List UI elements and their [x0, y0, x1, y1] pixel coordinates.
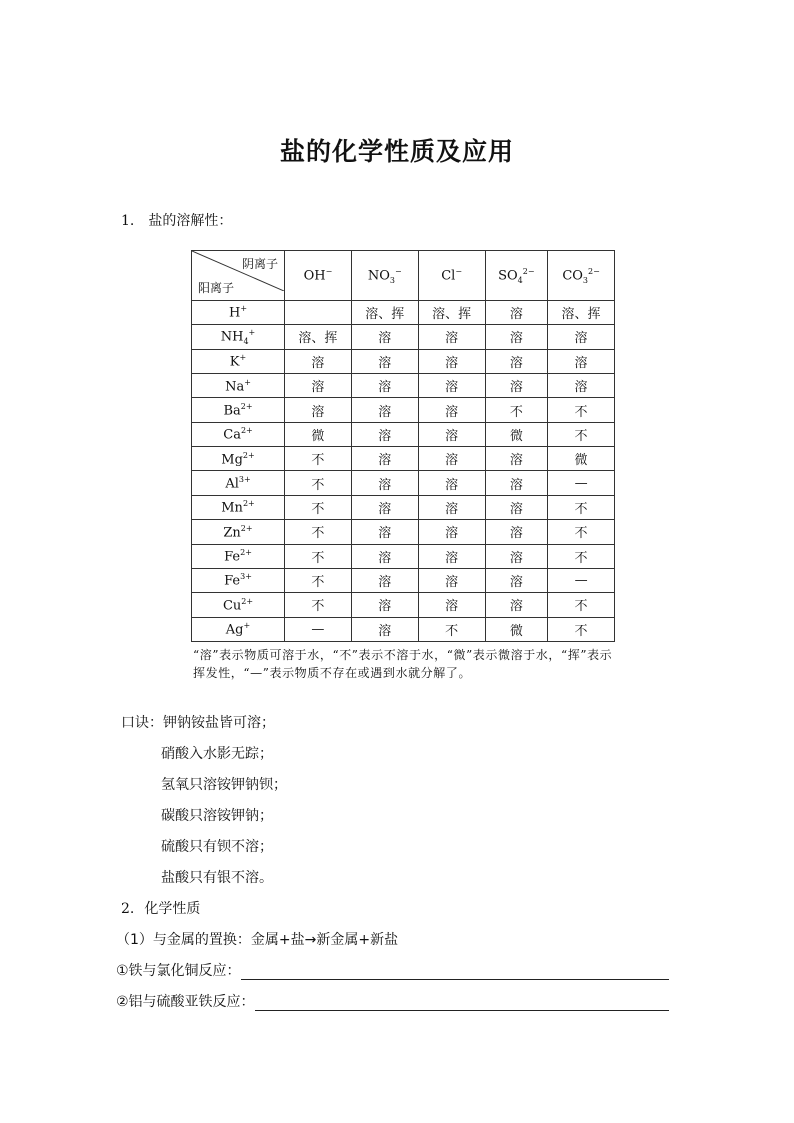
cation-charge: 2+ — [242, 450, 255, 460]
mnemonic-line-2: 硝酸入水影无踪； — [161, 746, 273, 762]
solubility-cell: 溶 — [285, 398, 352, 422]
solubility-cell: 不 — [285, 520, 352, 544]
cation-symbol: Ca — [223, 427, 241, 443]
cation-symbol: H — [228, 305, 241, 321]
solubility-cell: 溶 — [418, 422, 485, 446]
anion-charge: − — [394, 266, 402, 276]
solubility-cell: 溶 — [548, 325, 615, 349]
solubility-cell: 溶 — [351, 325, 418, 349]
section-2-text: 化学性质 — [144, 901, 201, 917]
cation-cell — [192, 495, 285, 519]
solubility-cell: 溶 — [285, 349, 352, 373]
cation-cell — [192, 374, 285, 398]
cation-header: 阳离子 — [198, 280, 235, 295]
cation-symbol: Ag — [225, 622, 244, 638]
anion-charge: 2− — [588, 266, 600, 276]
solubility-cell: 不 — [285, 568, 352, 592]
cation-cell — [192, 325, 285, 349]
solubility-cell: 不 — [285, 495, 352, 519]
solubility-cell: 溶 — [351, 398, 418, 422]
cation-charge: 2+ — [241, 596, 254, 606]
solubility-cell: 不 — [285, 544, 352, 568]
solubility-cell: 溶 — [285, 374, 352, 398]
table-row — [192, 544, 615, 568]
question-1-text: ①铁与氯化铜反应： — [116, 963, 241, 979]
anion-header-cell — [485, 251, 548, 301]
anion-header-cell — [418, 251, 485, 301]
anion-header: 阴离子 — [241, 257, 278, 271]
solubility-cell: 不 — [285, 593, 352, 617]
anion-symbol: OH — [303, 268, 326, 284]
solubility-cell: 溶 — [485, 447, 548, 471]
solubility-cell: 溶 — [485, 495, 548, 519]
cation-cell — [192, 568, 285, 592]
solubility-cell: 溶 — [485, 374, 548, 398]
cation-cell — [192, 422, 285, 446]
solubility-cell: 溶 — [351, 374, 418, 398]
solubility-cell: 溶 — [351, 471, 418, 495]
anion-charge: − — [325, 267, 333, 277]
table-row — [192, 617, 615, 641]
solubility-cell: 溶 — [418, 447, 485, 471]
solubility-cell: 溶 — [418, 495, 485, 519]
table-row — [192, 325, 615, 349]
anion-header-cell — [285, 251, 352, 301]
table-row — [192, 520, 615, 544]
section-1-heading — [121, 210, 232, 230]
cation-cell — [192, 617, 285, 641]
solubility-cell: 溶 — [485, 520, 548, 544]
solubility-cell: 溶、挥 — [418, 300, 485, 324]
cation-charge: 2+ — [240, 548, 252, 558]
solubility-cell: 不 — [418, 617, 485, 641]
solubility-cell: — — [285, 617, 352, 641]
anion-symbol: Cl — [441, 268, 456, 284]
solubility-cell — [285, 300, 352, 324]
table-row — [192, 300, 615, 324]
solubility-cell: 溶 — [351, 593, 418, 617]
solubility-cell: — — [548, 568, 615, 592]
cation-symbol: Na — [225, 378, 245, 394]
section-1-text: 盐的溶解性： — [148, 213, 233, 229]
cation-cell — [192, 471, 285, 495]
cation-charge: 2+ — [242, 499, 255, 509]
anion-header-cell — [548, 251, 615, 301]
cation-cell — [192, 593, 285, 617]
solubility-cell: 溶 — [548, 374, 615, 398]
mnemonic-line-5: 硫酸只有钡不溶； — [161, 839, 273, 855]
mnemonic-line-1 — [121, 712, 275, 732]
table-row — [192, 447, 615, 471]
cation-charge: + — [248, 328, 256, 338]
cation-symbol: Mg — [221, 451, 243, 467]
table-row — [192, 398, 615, 422]
solubility-cell: 溶 — [485, 300, 548, 324]
cation-charge: 2+ — [240, 523, 253, 533]
anion-symbol: SO — [498, 267, 518, 283]
table-row — [192, 422, 615, 446]
cation-subscript: 4 — [243, 336, 249, 346]
cation-cell — [192, 349, 285, 373]
table-row — [192, 349, 615, 373]
solubility-cell: 不 — [548, 422, 615, 446]
section-2-heading — [121, 898, 200, 918]
question-2 — [116, 991, 669, 1011]
question-2-text: ②铝与硫酸亚铁反应： — [116, 994, 255, 1010]
anion-charge: − — [455, 267, 463, 277]
cation-charge: 3+ — [240, 572, 252, 582]
solubility-cell: 溶 — [418, 398, 485, 422]
solubility-cell: 溶 — [351, 349, 418, 373]
answer-blank-1[interactable] — [241, 965, 669, 980]
solubility-cell: 溶 — [418, 568, 485, 592]
table-row — [192, 593, 615, 617]
cation-symbol: Fe — [224, 573, 241, 589]
solubility-cell: 不 — [548, 617, 615, 641]
cation-symbol: Zn — [223, 525, 241, 541]
table-row — [192, 471, 615, 495]
solubility-cell: — — [548, 471, 615, 495]
anion-subscript: 3 — [582, 275, 589, 285]
solubility-cell: 不 — [485, 398, 548, 422]
cation-cell — [192, 398, 285, 422]
solubility-cell: 溶 — [418, 471, 485, 495]
table-header-row — [192, 251, 615, 301]
solubility-cell: 不 — [548, 593, 615, 617]
solubility-cell: 溶 — [485, 325, 548, 349]
question-1 — [116, 960, 669, 980]
solubility-cell: 溶 — [351, 568, 418, 592]
solubility-cell: 溶 — [351, 617, 418, 641]
solubility-cell: 不 — [285, 447, 352, 471]
solubility-cell: 不 — [548, 495, 615, 519]
solubility-cell: 微 — [485, 617, 548, 641]
solubility-cell: 溶 — [351, 544, 418, 568]
solubility-cell: 溶、挥 — [351, 300, 418, 324]
cation-symbol: NH — [220, 329, 244, 345]
anion-charge: 2− — [522, 266, 535, 276]
section-1-number: 1. — [121, 213, 135, 229]
solubility-cell: 溶 — [418, 325, 485, 349]
solubility-cell: 不 — [548, 544, 615, 568]
solubility-cell: 溶 — [485, 349, 548, 373]
subsection-1: （1）与金属的置换：金属+盐→新金属+新盐 — [116, 932, 399, 948]
table-row — [192, 495, 615, 519]
diagonal-header-cell — [192, 251, 285, 301]
solubility-cell: 溶 — [351, 495, 418, 519]
solubility-cell: 溶 — [351, 447, 418, 471]
cation-symbol: Fe — [224, 549, 241, 565]
solubility-cell: 溶 — [351, 520, 418, 544]
anion-subscript: 4 — [517, 275, 523, 285]
anion-symbol: CO — [562, 267, 583, 283]
cation-cell — [192, 544, 285, 568]
solubility-cell: 溶 — [418, 544, 485, 568]
solubility-cell: 溶、挥 — [548, 300, 615, 324]
mnemonic-line-4: 碳酸只溶铵钾钠； — [161, 808, 273, 824]
cation-cell — [192, 520, 285, 544]
cation-charge: + — [239, 353, 247, 363]
solubility-table — [191, 250, 615, 642]
section-2-number: 2. — [121, 901, 135, 917]
solubility-cell: 微 — [485, 422, 548, 446]
cation-symbol: Mn — [221, 500, 243, 516]
solubility-cell: 不 — [285, 471, 352, 495]
page-title: 盐的化学性质及应用 — [279, 137, 514, 166]
table-row — [192, 374, 615, 398]
solubility-cell: 溶 — [418, 374, 485, 398]
cation-symbol: Cu — [222, 598, 242, 614]
cation-symbol: K — [229, 354, 240, 370]
anion-header-cell — [351, 251, 418, 301]
solubility-cell: 溶 — [418, 520, 485, 544]
solubility-cell: 溶 — [548, 349, 615, 373]
table-note: “溶”表示物质可溶于水，“不”表示不溶于水，“微”表示微溶于水，“挥”表示挥发性，“—”表示物质不存在或遇到水就分解了。 — [193, 648, 613, 680]
solubility-cell: 溶 — [351, 422, 418, 446]
anion-subscript: 3 — [389, 275, 395, 285]
solubility-cell: 微 — [548, 447, 615, 471]
anion-symbol: NO — [367, 267, 390, 283]
cation-symbol: Al — [225, 476, 239, 492]
answer-blank-2[interactable] — [255, 996, 669, 1011]
mnemonic-text: 钾钠铵盐皆可溶； — [163, 715, 275, 731]
solubility-cell: 微 — [285, 422, 352, 446]
table-row — [192, 568, 615, 592]
solubility-cell: 不 — [548, 398, 615, 422]
cation-charge: 2+ — [240, 426, 253, 436]
mnemonic-line-6: 盐酸只有银不溶。 — [161, 870, 273, 886]
solubility-cell: 溶 — [418, 593, 485, 617]
solubility-cell: 溶 — [485, 593, 548, 617]
cation-charge: 3+ — [238, 474, 251, 484]
solubility-cell: 溶 — [485, 544, 548, 568]
cation-cell — [192, 300, 285, 324]
cation-cell — [192, 447, 285, 471]
cation-charge: + — [240, 304, 248, 314]
solubility-cell: 溶 — [485, 568, 548, 592]
cation-symbol: Ba — [223, 403, 241, 419]
mnemonic-line-3: 氢氧只溶铵钾钠钡； — [161, 777, 287, 793]
solubility-cell: 不 — [548, 520, 615, 544]
solubility-cell: 溶 — [485, 471, 548, 495]
cation-charge: + — [243, 621, 251, 631]
solubility-cell: 溶 — [418, 349, 485, 373]
solubility-cell: 溶、挥 — [285, 325, 352, 349]
cation-charge: 2+ — [240, 401, 253, 411]
mnemonic-label: 口诀： — [121, 715, 163, 731]
cation-charge: + — [244, 377, 251, 387]
